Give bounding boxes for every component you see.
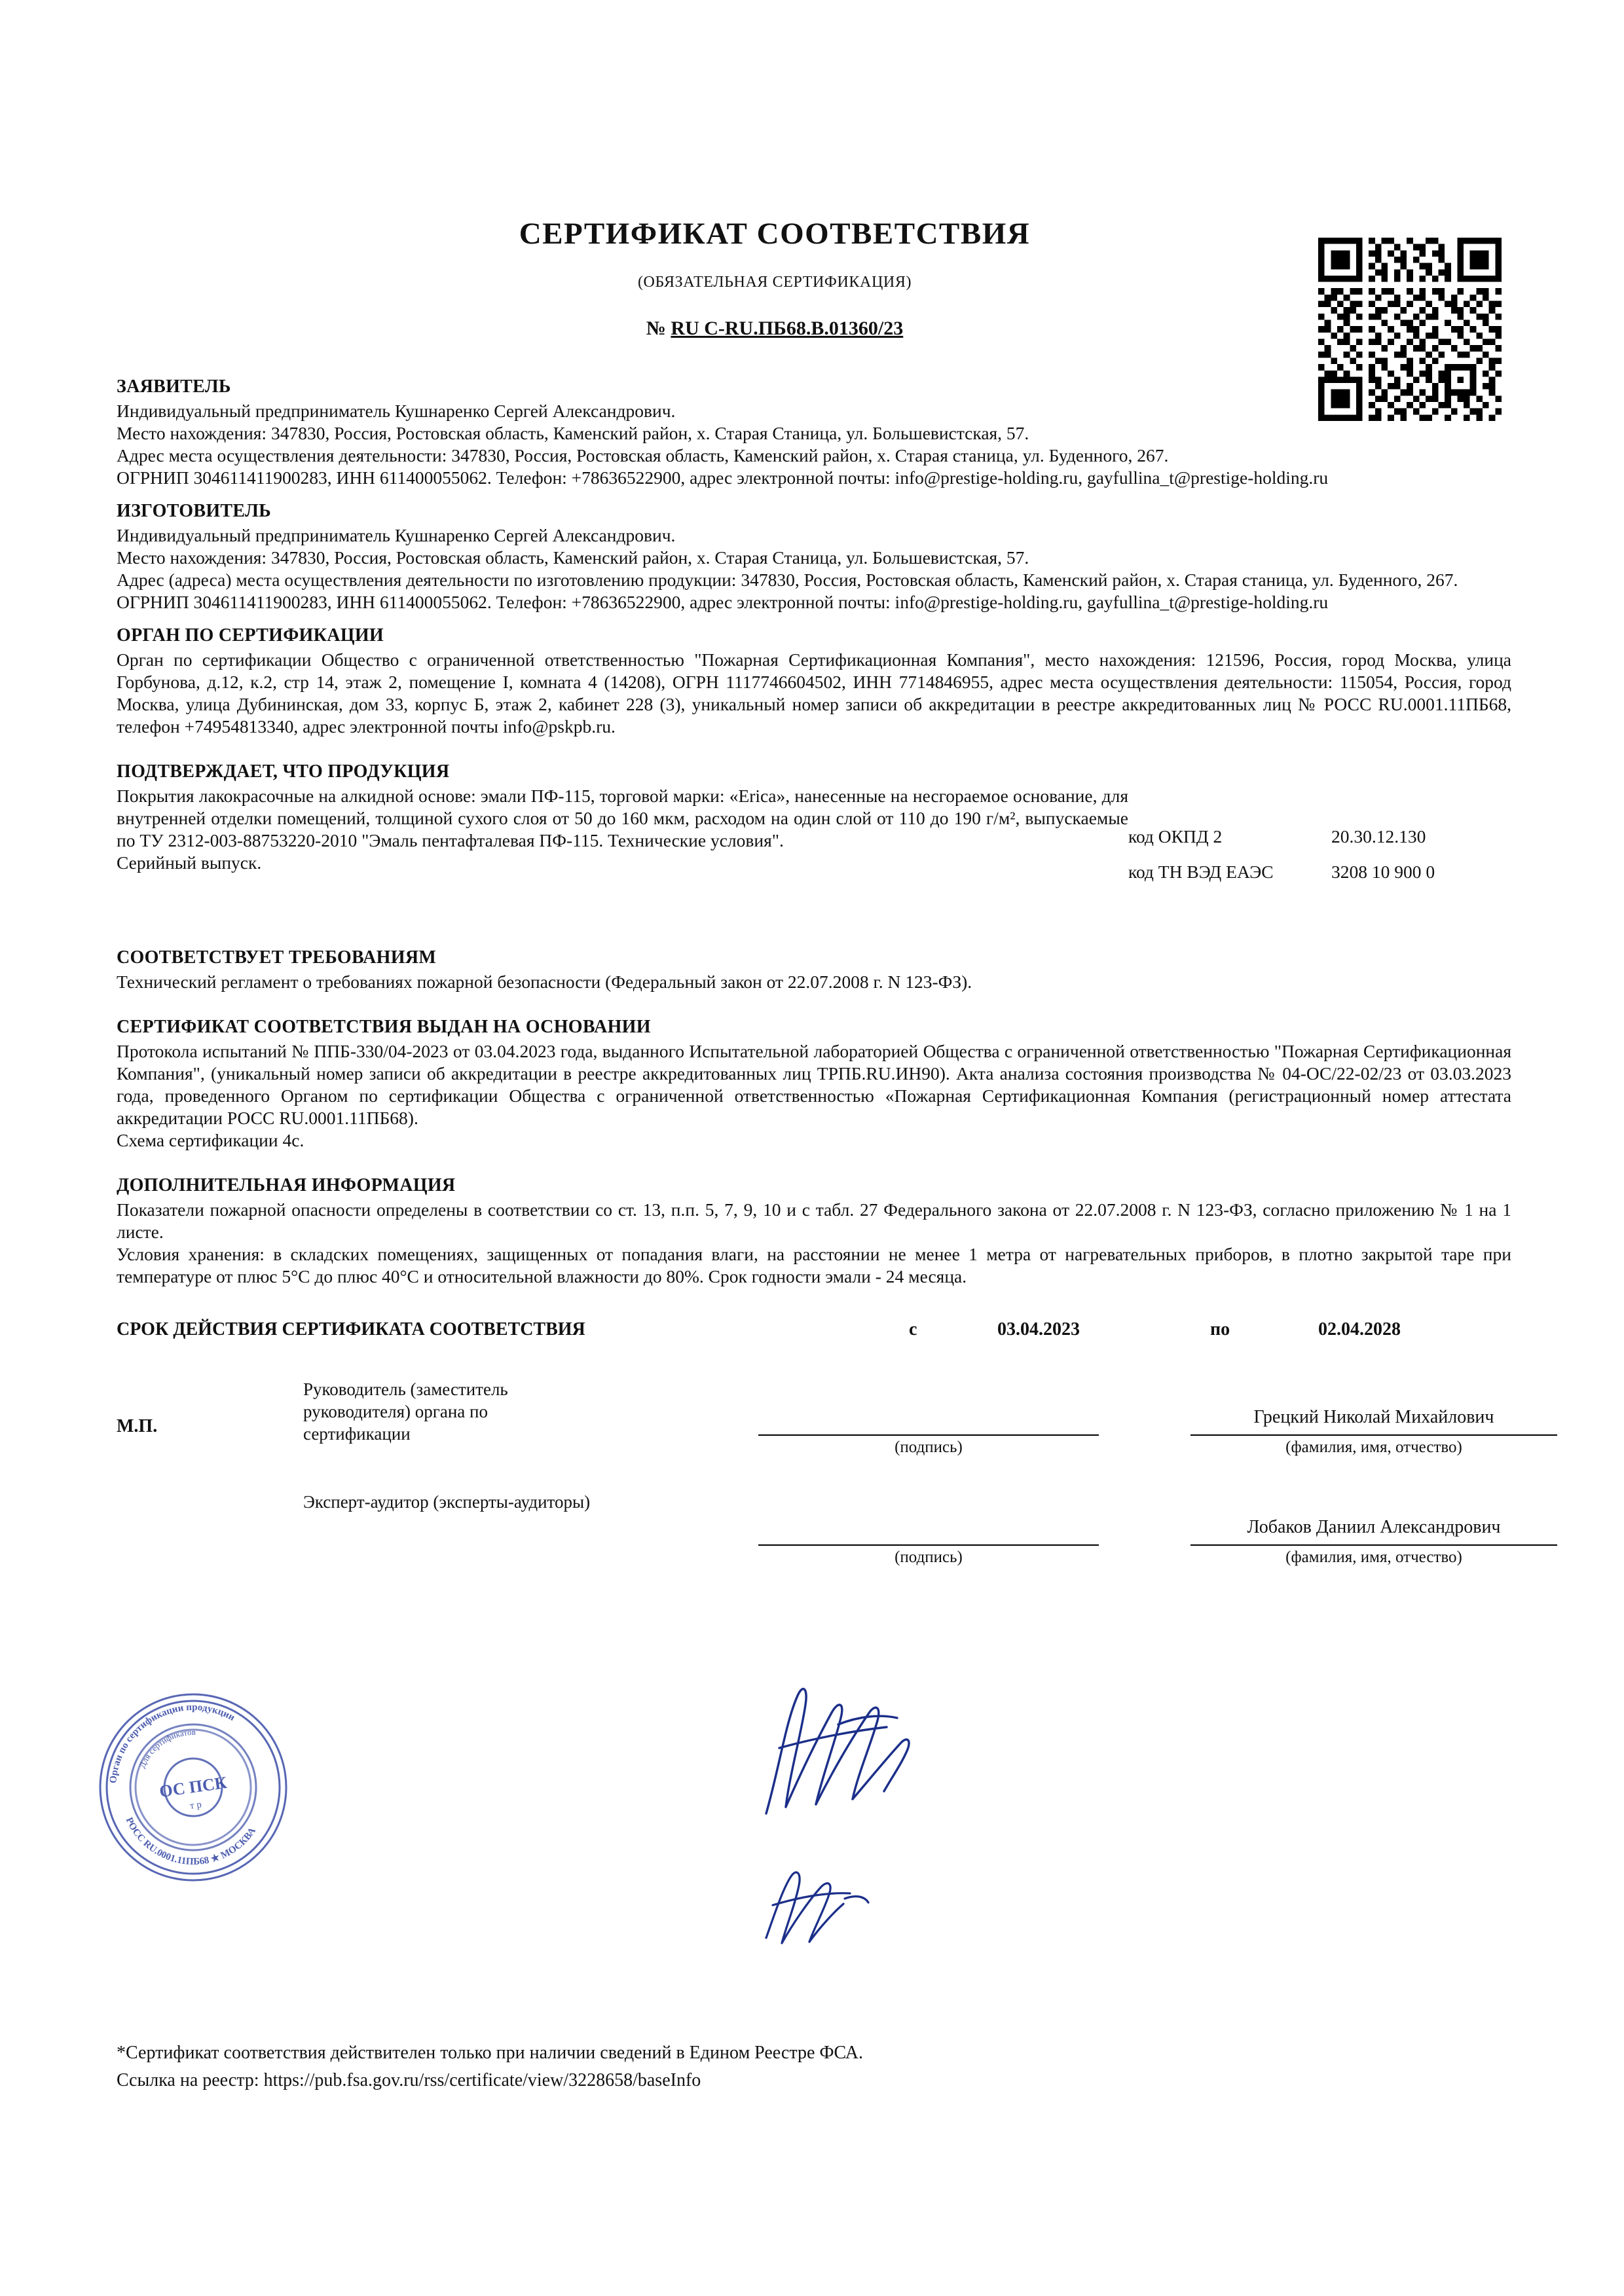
validity-label: СРОК ДЕЙСТВИЯ СЕРТИФИКАТА СООТВЕТСТВИЯ — [117, 1319, 585, 1339]
conformity-text: Технический регламент о требованиях пожарной безопасности (Федеральный закон от 22.07.2008 г. N 123-ФЗ). — [117, 972, 972, 992]
manufacturer-heading: ИЗГОТОВИТЕЛЬ — [117, 501, 271, 521]
applicant-block — [117, 400, 1511, 489]
applicant-line-1: Индивидуальный предприниматель Кушнаренко Сергей Александрович. — [117, 401, 676, 421]
basis-text: Протокола испытаний № ППБ-330/04-2023 от 03.04.2023 года, выданного Испытательной лабораторией Общества с ограниченной ответственностью "Пожарная Сертификационная Компания", (уникальный номер записи об аккредитации в реестре аккредитованных лиц ТРПБ.RU.ИН90). Акта анализа состояния производства № 04-ОС/22-02/23 от 03.03.2023 года, проведенного Органом по сертификации Общества с ограниченной ответственностью «Пожарная Сертификационная Компания (регистрационный номер аттестата аккредитации РОСС RU.0001.11ПБ68). — [117, 1041, 1511, 1128]
role-head-label: Руководитель (заместитель руководителя) органа по сертификации — [303, 1379, 508, 1444]
signature-caption-head: (подпись) — [895, 1438, 963, 1456]
manufacturer-block — [117, 524, 1511, 613]
svg-text:РОСС RU.0001.11ПБ68 ★ МОСКВА: РОСС RU.0001.11ПБ68 ★ МОСКВА — [123, 1815, 259, 1868]
svg-text:Орган по сертификации продукци: Орган по сертификации продукции — [108, 1702, 237, 1784]
handwritten-signature-expert — [747, 1859, 904, 1977]
signer-name-head: Грецкий Николай Михайлович — [1253, 1407, 1494, 1427]
certification-body-text: Орган по сертификации Общество с ограниченной ответственностью "Пожарная Сертификационная Компания", место нахождения: 121596, Россия, город Москва, улица Горбунова, д.12, к.2, стр 14, этаж 2, помещение I, комната 4 (14208), ОГРН 1117746604502, ИНН 7714846955, адрес места осуществления деятельности: 115054, Россия, город Москва, улица Дубининская, дом 33, корпус Б, этаж 2, кабинет 228 (3), уникальный номер записи об аккредитации в реестре аккредитованных лиц № РОСС RU.0001.11ПБ68, телефон +74954813340, адрес электронной почты info@pskpb.ru. — [117, 649, 1511, 737]
product-codes — [1128, 785, 1511, 896]
code-okpd2 — [1128, 826, 1511, 848]
document-subtitle: (ОБЯЗАТЕЛЬНАЯ СЕРТИФИКАЦИЯ) — [637, 274, 912, 291]
svg-text:т р: т р — [189, 1799, 202, 1812]
code-okpd2-value: 20.30.12.130 — [1331, 826, 1426, 847]
registry-link[interactable]: Ссылка на реестр: https://pub.fsa.gov.ru/rss/certificate/view/3228658/baseInfo — [117, 2070, 701, 2090]
name-caption-expert: (фамилия, имя, отчество) — [1285, 1548, 1462, 1566]
stamp-mark-label: М.П. — [117, 1416, 158, 1436]
manufacturer-line-3: Адрес (адреса) места осуществления деятельности по изготовлению продукции: 347830, Россия, Ростовская область, Каменский район, х. Старая станица, ул. Буденного, 267. — [117, 570, 1458, 590]
name-line-expert — [1190, 1544, 1557, 1546]
handwritten-signature-head — [740, 1676, 956, 1840]
manufacturer-line-1: Индивидуальный предприниматель Кушнаренко Сергей Александрович. — [117, 525, 676, 545]
svg-text:ОС ПСК: ОС ПСК — [158, 1772, 229, 1802]
additional-text-1: Показатели пожарной опасности определены в соответствии со ст. 13, п.п. 5, 7, 9, 10 и с табл. 27 Федерального закона от 22.07.2008 г. N 123-ФЗ, согласно приложению № 1 на 1 листе. — [117, 1199, 1511, 1242]
product-row — [117, 785, 1511, 896]
page-title: СЕРТИФИКАТ СООТВЕТСТВИЯ — [519, 217, 1031, 251]
manufacturer-line-2: Место нахождения: 347830, Россия, Ростовская область, Каменский район, х. Старая Станица, ул. Большевистская, 57. — [117, 547, 1029, 568]
product-description: Покрытия лакокрасочные на алкидной основе: эмали ПФ-115, торговой марки: «Erica», нанесенные на несгораемое основание, для внутренней отделки помещений, толщиной сухого слоя от 50 до 160 мкм, расходом на один слой от 110 до 190 г/м², выпускаемые по ТУ 2312-003-88753220-2010 "Эмаль пентафталевая ПФ-115. Технические условия". — [117, 786, 1128, 850]
signature-line-expert — [758, 1544, 1099, 1546]
number-prefix: № — [646, 318, 666, 339]
applicant-line-2: Место нахождения: 347830, Россия, Ростовская область, Каменский район, х. Старая Станица, ул. Большевистская, 57. — [117, 423, 1029, 443]
role-expert-label: Эксперт-аудитор (эксперты-аудиторы) — [303, 1492, 591, 1512]
official-seal-stamp — [59, 1689, 327, 1886]
validity-from-date: 03.04.2023 — [997, 1319, 1080, 1339]
number-value: RU C-RU.ПБ68.В.01360/23 — [671, 318, 904, 339]
conformity-heading: СООТВЕТСТВУЕТ ТРЕБОВАНИЯМ — [117, 947, 437, 968]
footer-note: *Сертификат соответствия действителен только при наличии сведений в Едином Реестре ФСА. — [117, 2043, 863, 2063]
code-tnved — [1128, 861, 1511, 883]
svg-text:Для сертификатов: Для сертификатов — [137, 1726, 196, 1770]
code-tnved-label: код ТН ВЭД ЕАЭС — [1128, 862, 1274, 882]
validity-to-date: 02.04.2028 — [1318, 1319, 1401, 1339]
name-line-head — [1190, 1434, 1557, 1436]
additional-heading: ДОПОЛНИТЕЛЬНАЯ ИНФОРМАЦИЯ — [117, 1175, 456, 1195]
product-heading: ПОДТВЕРЖДАЕТ, ЧТО ПРОДУКЦИЯ — [117, 761, 450, 782]
applicant-heading: ЗАЯВИТЕЛЬ — [117, 376, 231, 397]
validity-row — [117, 1319, 1511, 1349]
certificate-content — [117, 216, 1511, 1576]
additional-text-2: Условия хранения: в складских помещениях, защищенных от попадания влаги, на расстоянии не менее 1 метра от нагревательных приборов, в плотно закрытой таре при температуре от плюс 5°С до плюс 40°С и относительной влажности до 80%. Срок годности эмали - 24 месяца. — [117, 1244, 1511, 1286]
certificate-number — [38, 318, 1511, 340]
code-tnved-value: 3208 10 900 0 — [1331, 862, 1435, 882]
code-okpd2-label: код ОКПД 2 — [1128, 826, 1223, 847]
footer-notes — [117, 2039, 1511, 2094]
applicant-line-3: Адрес места осуществления деятельности: 347830, Россия, Ростовская область, Каменский район, х. Старая станица, ул. Буденного, 267. — [117, 445, 1169, 465]
applicant-line-4: ОГРНИП 304611411900283, ИНН 611400055062. Телефон: +78636522900, адрес электронной почты: info@prestige-holding.ru, gayfullina_t@prestige-holding.ru — [117, 467, 1329, 488]
product-serial: Серийный выпуск. — [117, 852, 262, 873]
validity-to-word: по — [1210, 1319, 1230, 1339]
basis-heading: СЕРТИФИКАТ СООТВЕТСТВИЯ ВЫДАН НА ОСНОВАНИИ — [117, 1017, 651, 1037]
signer-name-expert: Лобаков Даниил Александрович — [1247, 1517, 1501, 1537]
validity-from-word: с — [909, 1319, 917, 1339]
basis-scheme: Схема сертификации 4с. — [117, 1130, 304, 1150]
name-caption-head: (фамилия, имя, отчество) — [1285, 1438, 1462, 1456]
signature-area — [117, 1366, 1511, 1576]
product-text-column — [117, 785, 1128, 874]
certification-body-heading: ОРГАН ПО СЕРТИФИКАЦИИ — [117, 625, 384, 646]
signature-line-head — [758, 1434, 1099, 1436]
manufacturer-line-4: ОГРНИП 304611411900283, ИНН 611400055062. Телефон: +78636522900, адрес электронной почты: info@prestige-holding.ru, gayfullina_t@prestige-holding.ru — [117, 592, 1329, 612]
signature-caption-expert: (подпись) — [895, 1548, 963, 1566]
